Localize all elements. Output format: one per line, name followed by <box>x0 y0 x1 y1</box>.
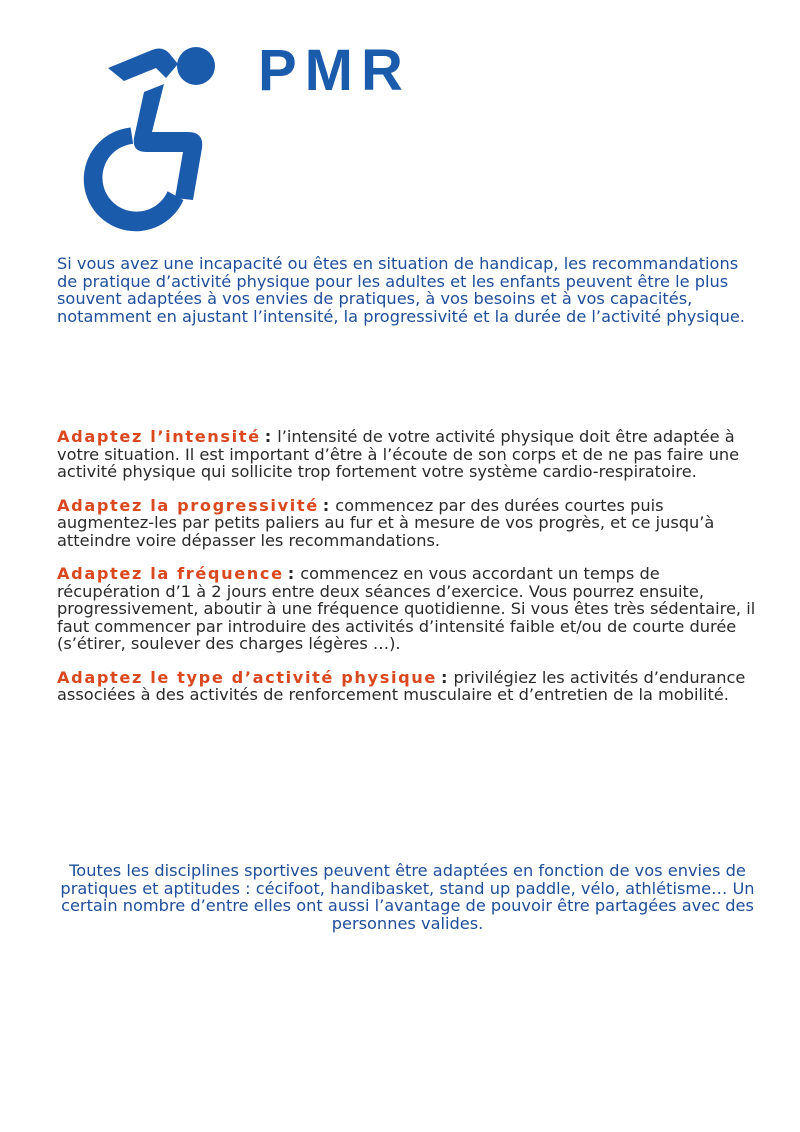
page-title: PMR <box>258 38 411 103</box>
adaptation-text: commencez en vous accordant un temps de récupération d’1 à 2 jours entre deux séances d’exercice. Vous pourrez ensuite, progressivement, aboutir à une fréquence quotidienne. Si vous êtes très sédentaire, il faut commencer par introduire des activités d’intensité faible et/ou de courte durée (s’étirer, soulever des charges légères …). <box>57 564 756 653</box>
adaptation-text: l’intensité de votre activité physique doit être adaptée à votre situation. Il est important d’être à l’écoute de son corps et de ne pas faire une activité physique qui sollicite trop fortement votre système cardio-respiratoire. <box>57 427 740 481</box>
adaptation-progressivity <box>57 497 762 550</box>
adaptations-section <box>57 428 762 720</box>
heading-colon: : <box>264 427 272 446</box>
adaptation-text: privilégiez les activités d’endurance associées à des activités de renforcement musculaire et d’entretien de la mobilité. <box>57 667 746 704</box>
adaptation-heading: Adaptez le type d’activité physique <box>57 667 437 687</box>
wheelchair-accessibility-icon <box>70 40 230 235</box>
intro-paragraph: Si vous avez une incapacité ou êtes en situation de handicap, les recommandations de pratique d’activité physique pour les adultes et les enfants peuvent être le plus souvent adaptées à vos envies de pratiques, à vos besoins et à vos capacités, notamment en ajustant l’intensité, la progressivité et la durée de l’activité physique. <box>57 254 745 326</box>
adaptation-frequency <box>57 565 762 653</box>
heading-colon: : <box>322 495 330 515</box>
adaptation-activity-type <box>57 669 762 704</box>
heading-colon: : <box>441 667 448 687</box>
adaptation-heading: Adaptez la fréquence <box>57 564 284 583</box>
adaptation-intensity <box>57 428 762 481</box>
adaptation-heading: Adaptez l’intensité <box>57 427 261 446</box>
closing-paragraph: Toutes les disciplines sportives peuvent être adaptées en fonction de vos envies de pratiques et aptitudes : cécifoot, handibasket, stand up paddle, vélo, athlétisme… Un certain nombre d’entre elles ont aussi l’avantage de pouvoir être partagées avec des personnes valides. <box>60 861 755 933</box>
adaptation-text: commencez par des durées courtes puis augmentez-les par petits paliers au fur et à mesure de vos progrès, et ce jusqu’à atteindre voire dépasser les recommandations. <box>57 495 715 550</box>
adaptation-heading: Adaptez la progressivité <box>57 495 319 515</box>
logo <box>70 40 230 235</box>
heading-colon: : <box>287 564 295 583</box>
